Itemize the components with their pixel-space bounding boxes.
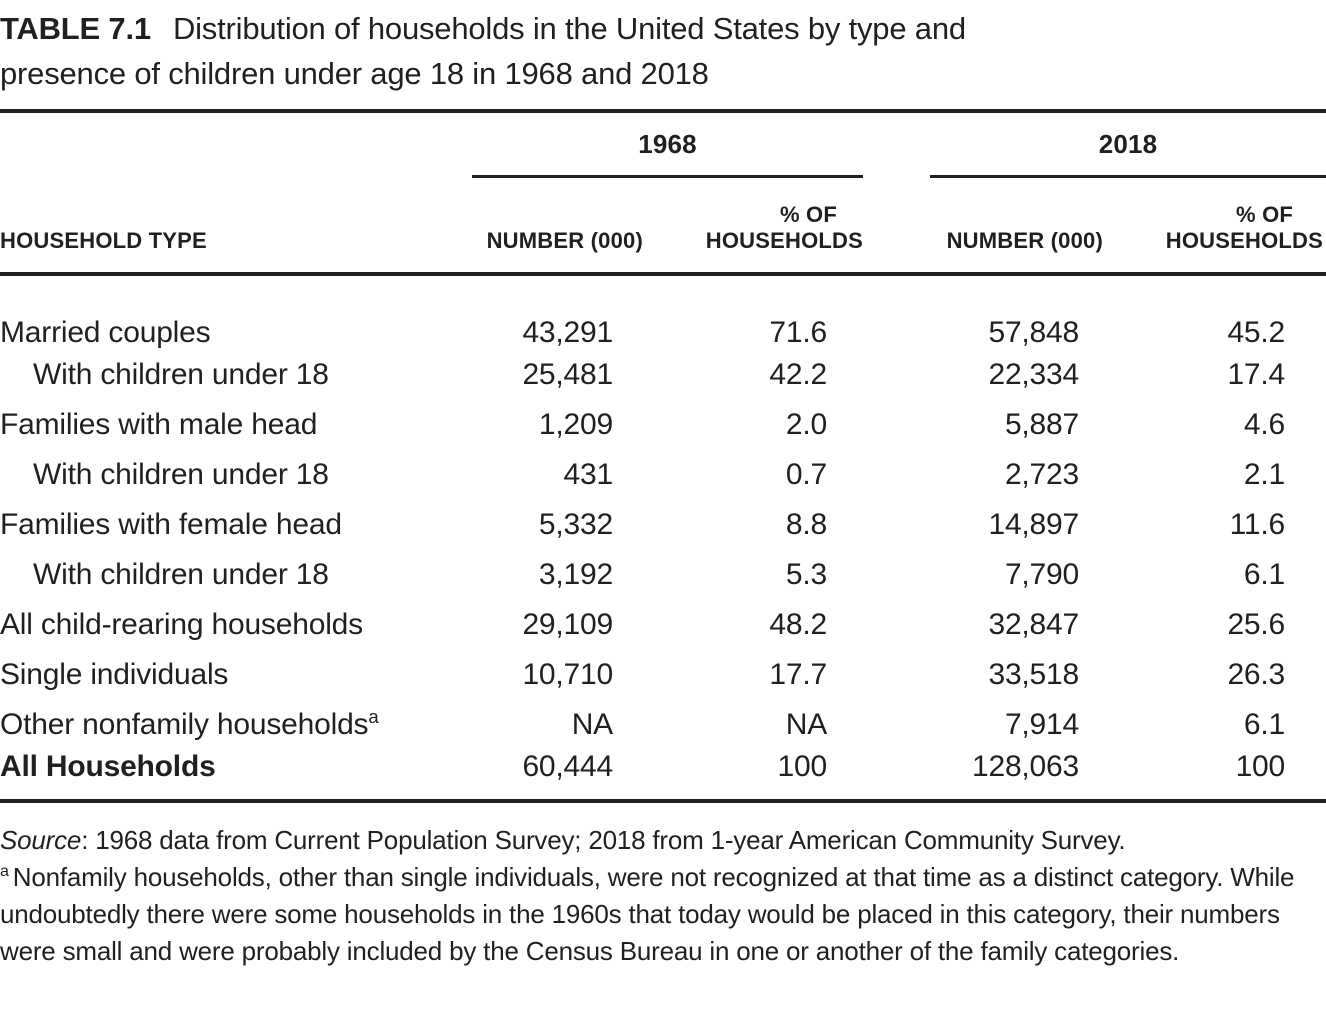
col-header-pct-1968-line1: % OF [779, 202, 838, 227]
number-1968-cell: 25,481 [522, 358, 613, 391]
pct-1968-cell: 0.7 [785, 458, 828, 491]
number-2018-cell: 2,723 [1004, 458, 1080, 491]
number-1968-cell: 29,109 [522, 608, 613, 641]
year-header-spacer [0, 113, 472, 178]
year-label-2018: 2018 [1098, 129, 1158, 159]
footnote-a-marker: a [0, 862, 9, 881]
pct-1968-cell: 8.8 [785, 508, 828, 541]
pct-1968-cell: 17.7 [769, 658, 828, 691]
pct-2018-cell: 6.1 [1243, 558, 1286, 591]
col-header-number-1968: NUMBER (000) [472, 178, 643, 274]
footnote-a-text: Nonfamily households, other than single individuals, were not recognized at that time as a distinct category. While undoubtedly there were some households in the 1960s that today would be placed in this category, their numbers were small and were probably included by the Census Bureau in one or another of the family categories. [0, 862, 1295, 966]
table-row [0, 350, 1326, 400]
number-2018-cell: 7,914 [1004, 708, 1080, 741]
year-group-2018 [863, 113, 1326, 178]
number-2018-cell: 32,847 [988, 608, 1080, 641]
table-row [0, 400, 1326, 450]
table-row [0, 500, 1326, 550]
pct-1968-cell: 42.2 [769, 358, 828, 391]
pct-1968-cell: 2.0 [785, 408, 828, 441]
table-row [0, 550, 1326, 600]
year-label-1968: 1968 [638, 129, 697, 159]
source-text: : 1968 data from Current Population Survey; 2018 from 1-year American Community Survey. [81, 825, 1126, 855]
number-2018-cell: 22,334 [988, 358, 1080, 391]
table-title-text: Distribution of households in the United States by type and [172, 11, 966, 46]
household-type-cell: With children under 18 [33, 458, 329, 491]
number-2018-cell: 33,518 [988, 658, 1080, 691]
number-2018-cell: 7,790 [1004, 558, 1080, 591]
table-number-label: TABLE 7.1 [0, 11, 151, 46]
table-notes [0, 822, 1315, 970]
household-type-label: Other nonfamily households [0, 708, 369, 741]
household-type-cell: Families with male head [0, 408, 318, 441]
source-note [0, 822, 1315, 859]
number-1968-cell: 3,192 [538, 558, 613, 591]
pct-1968-cell: 100 [643, 750, 863, 801]
pct-1968-cell: 48.2 [769, 608, 828, 641]
number-1968-cell: 43,291 [522, 316, 613, 349]
household-type-cell: Single individuals [0, 658, 229, 691]
source-label: Source [0, 825, 82, 855]
pct-2018-cell: 100 [1103, 750, 1326, 801]
col-header-number-2018: NUMBER (000) [863, 178, 1103, 274]
number-1968-cell: 431 [563, 458, 613, 491]
household-type-cell: Married couples [0, 316, 211, 349]
pct-2018-cell: 26.3 [1227, 658, 1286, 691]
table-row [0, 650, 1326, 700]
household-type-cell: With children under 18 [33, 558, 329, 591]
pct-1968-cell: NA [785, 708, 828, 741]
year-header-row [0, 113, 1326, 178]
col-header-pct-1968-line2: HOUSEHOLDS [705, 228, 864, 253]
number-2018-cell: 57,848 [988, 316, 1080, 349]
household-type-cell: All child-rearing households [0, 608, 363, 641]
table-row [0, 600, 1326, 650]
pct-1968-cell: 71.6 [769, 316, 828, 349]
pct-2018-cell: 4.6 [1243, 408, 1286, 441]
households-table [0, 113, 1326, 803]
number-2018-cell: 14,897 [988, 508, 1080, 541]
table-title [0, 0, 1326, 96]
number-1968-cell: 1,209 [538, 408, 613, 441]
footnote-marker: a [368, 706, 379, 727]
pct-1968-cell: 5.3 [785, 558, 828, 591]
number-1968-cell: 10,710 [522, 658, 613, 691]
year-group-1968-rule [472, 129, 863, 178]
year-group-1968 [472, 113, 863, 178]
pct-2018-cell: 6.1 [1243, 708, 1286, 741]
household-type-cell: With children under 18 [33, 358, 329, 391]
table-row-total [0, 750, 1326, 801]
pct-2018-cell: 25.6 [1227, 608, 1286, 641]
household-type-cell: Families with female head [0, 508, 342, 541]
table-row [0, 700, 1326, 750]
household-type-cell: All Households [0, 750, 472, 801]
pct-2018-cell: 45.2 [1227, 316, 1286, 349]
col-header-pct-1968 [643, 178, 863, 274]
pct-2018-cell: 17.4 [1227, 358, 1286, 391]
col-header-household-type: HOUSEHOLD TYPE [0, 178, 472, 274]
col-header-pct-2018 [1103, 178, 1326, 274]
column-header-row [0, 178, 1326, 274]
household-type-cell [0, 700, 472, 750]
number-2018-cell: 5,887 [1004, 408, 1080, 441]
table-title-line2: presence of children under age 18 in 1968 and 2018 [0, 56, 709, 91]
col-header-pct-2018-line1: % OF [1236, 202, 1294, 227]
table-row [0, 450, 1326, 500]
footnote-a [0, 859, 1315, 970]
col-header-pct-2018-line2: HOUSEHOLDS [1165, 228, 1324, 253]
pct-2018-cell: 11.6 [1229, 508, 1286, 541]
table-row [0, 274, 1326, 350]
number-1968-cell: NA [571, 708, 613, 741]
table-title-line1 [0, 6, 1326, 51]
number-1968-cell: 5,332 [538, 508, 613, 541]
pct-2018-cell: 2.1 [1243, 458, 1286, 491]
year-group-2018-rule [930, 129, 1326, 178]
number-2018-cell: 128,063 [863, 750, 1103, 801]
number-1968-cell: 60,444 [472, 750, 643, 801]
